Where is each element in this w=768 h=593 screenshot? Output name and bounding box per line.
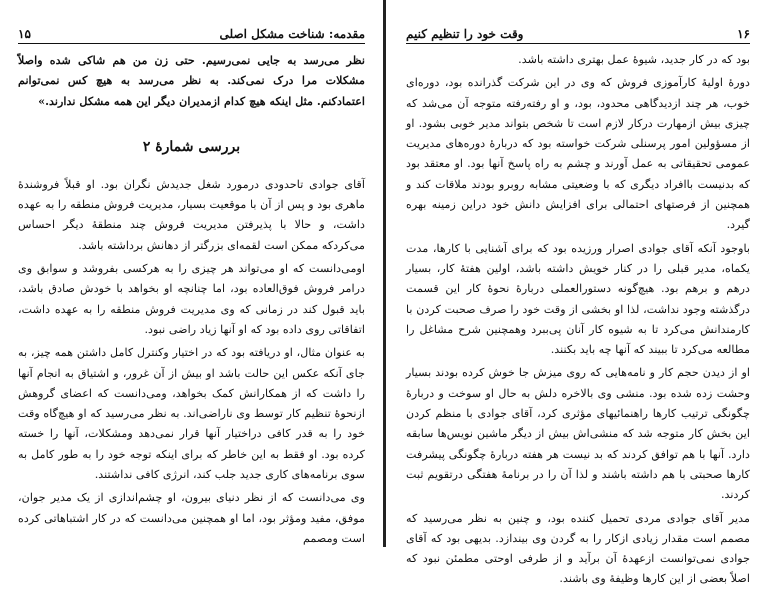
paragraph: دورهٔ اولیهٔ کارآموزی فروش که وی در این شرکت گذرانده بود، دوره‌ای خوب، هر چند ازدیدگاهی محدود، بود، و او رفته‌رفته متوجه آن می‌شد که چیزی بیش ازمهارت درکار لازم است تا شخص بتواند مدیر خوبی بشود. او از مسؤولین امور پرسنلی شرکت خواسته بود که دربارهٔ دوره‌های مدیریت عمومی تحقیقاتی به عمل آورند و چشم به راه پاسخ آنها بود. او معتقد بود که بدنیست باافراد دیگری که با وضعیتی مشابه روبرو بودند ملاقات کند و همچنین از فرصتهای احتمالی برای افزایش دانش خود دراین زمینه بهره گیرد. xyxy=(406,76,750,232)
paragraph: آقای جوادی تاحدودی درمورد شغل جدیدش نگران بود. او قبلاً فروشندهٔ ماهری بود و پس از آن با موقعیت بسیار، مدیریت فروش منطقه را به عهده داشت، و حالا با پذیرفتن مدیریت فروش چند منطقهٔ دیگر احساس می‌کردکه ممکن است لقمه‌ای بزرگتر از دهانش برداشته باشد. xyxy=(18,177,365,252)
right-page-header xyxy=(406,22,750,44)
left-page-header xyxy=(18,22,365,44)
intro-paragraph: نظر می‌رسد به جایی نمی‌رسیم. حتی زن من هم شاکی شده واصلاً مشکلات مرا درک نمی‌کند. به نظر می‌رسد به هیچ کس نمی‌توانم اعتمادکنم. مثل اینکه هیچ کدام ازمدیران دیگر این همه مشکل ندارند.» xyxy=(18,53,365,108)
left-page-title: مقدمه: شناخت مشکل اصلی xyxy=(219,27,365,41)
paragraph: اومی‌دانست که او می‌تواند هر چیزی را به هرکسی بفروشد و سوابق وی درامر فروش فوق‌العاده بود، اما چنانچه او بخواهد با خودش صادق باشد، باید قبول کند در زمانی که وی مدیریت فروش منطقه را به عهده داشت، اتفاقاتی روی داده بود که او آنها زیاد راضی نبود. xyxy=(18,262,365,336)
paragraph: باوجود آنکه آقای جوادی اصرار ورزیده بود که برای آشنایی با کارها، مدت یکماه، مدیر قبلی را در کنار خویش داشته باشد، اولین هفتهٔ کار، بسیار درهم و برهم بود. هیچ‌گونه دستورالعملی دربارهٔ نحوهٔ کار این قسمت درگذشته وجود نداشت، لذا او بخشی از وقت خود را صرف صحبت کردن با کارمندانش می‌کرد تا به شیوه کار آنان پی‌ببرد وهمچنین شرح مشاغل را مطالعه می‌کرد تا ببیند که آنها چه باید بکنند. xyxy=(406,241,750,357)
paragraph: بود که در کار جدید، شیوهٔ عمل بهتری داشته باشد. xyxy=(518,53,750,66)
paragraph: مدیر آقای جوادی مردی تحمیل کننده بود، و چنین به نظر می‌رسید که مصمم است مقدار زیادی ازکار را به گردن وی بیندازد. بدیهی بود که آقای جوادی نمی‌توانست ازعهدهٔ آن برآید و از طرفی اوحتی مطمئن نبود که اصلاً بعضی از این کارها وظیفهٔ وی باشند. xyxy=(406,511,750,586)
left-page-body xyxy=(18,50,365,552)
paragraph: به عنوان مثال، او دریافته بود که در اختیار وکنترل کامل داشتن همه چیز، به جای آنکه عکس این حالت باشد او بیش از آن غرور، و اشتیاق به انجام آنها را داشت که از همکارانش کمک بخواهد، ومی‌دانست که اعضای گروهش ازنحوهٔ تنظیم کار توسط وی ناراضی‌اند. به نظر می‌رسید که او هیچ‌گاه وقت خود را به قدر کافی دراختیار آنها قرار نمی‌دهد ومشکلات، آنها را خسته کرده بود. او فقط به این خاطر که برای اینکه توجه خود را به طور کامل به سوی برنامه‌های کاری جدید جلب کند، انرژی کافی نداشتند. xyxy=(18,346,365,482)
paragraph: وی می‌دانست که از نظر دنیای بیرون، او چشم‌اندازی از یک مدیر جوان، موفق، مفید ومؤثر بود، اما او همچنین می‌دانست که در کار اشتباهاتی کرده است ومصمم xyxy=(18,491,365,545)
right-page xyxy=(386,0,768,586)
left-page-number: ۱۵ xyxy=(18,27,31,41)
right-page-title: وقت خود را تنظیم کنیم xyxy=(406,27,524,41)
paragraph: او از دیدن حجم کار و نامه‌هایی که روی میزش جا خوش کرده بودند بسیار وحشت زده شده بود. منشی وی بالاخره دلش به حال او سوخت و دربارهٔ چگونگی ترتیب کارها راهنمائیهای مؤثری کرد، آقای جوادی با منظم کردن این بخش کار متوجه شد که منشی‌اش بیش از دیگر ماشین نویس‌ها سابقه دارد. آنها با هم توافق کردند که بد نیست هر هفته دربارهٔ چگونگی پیشرفت کارها صحبتی با هم داشته باشند و لذا آن را در برنامهٔ هفتگی درتقویم ثبت کردند. xyxy=(406,366,750,502)
right-page-body xyxy=(406,50,750,593)
left-page xyxy=(0,0,383,547)
right-page-number: ۱۶ xyxy=(737,27,750,41)
section-title: بررسی شمارهٔ ۲ xyxy=(142,138,241,155)
